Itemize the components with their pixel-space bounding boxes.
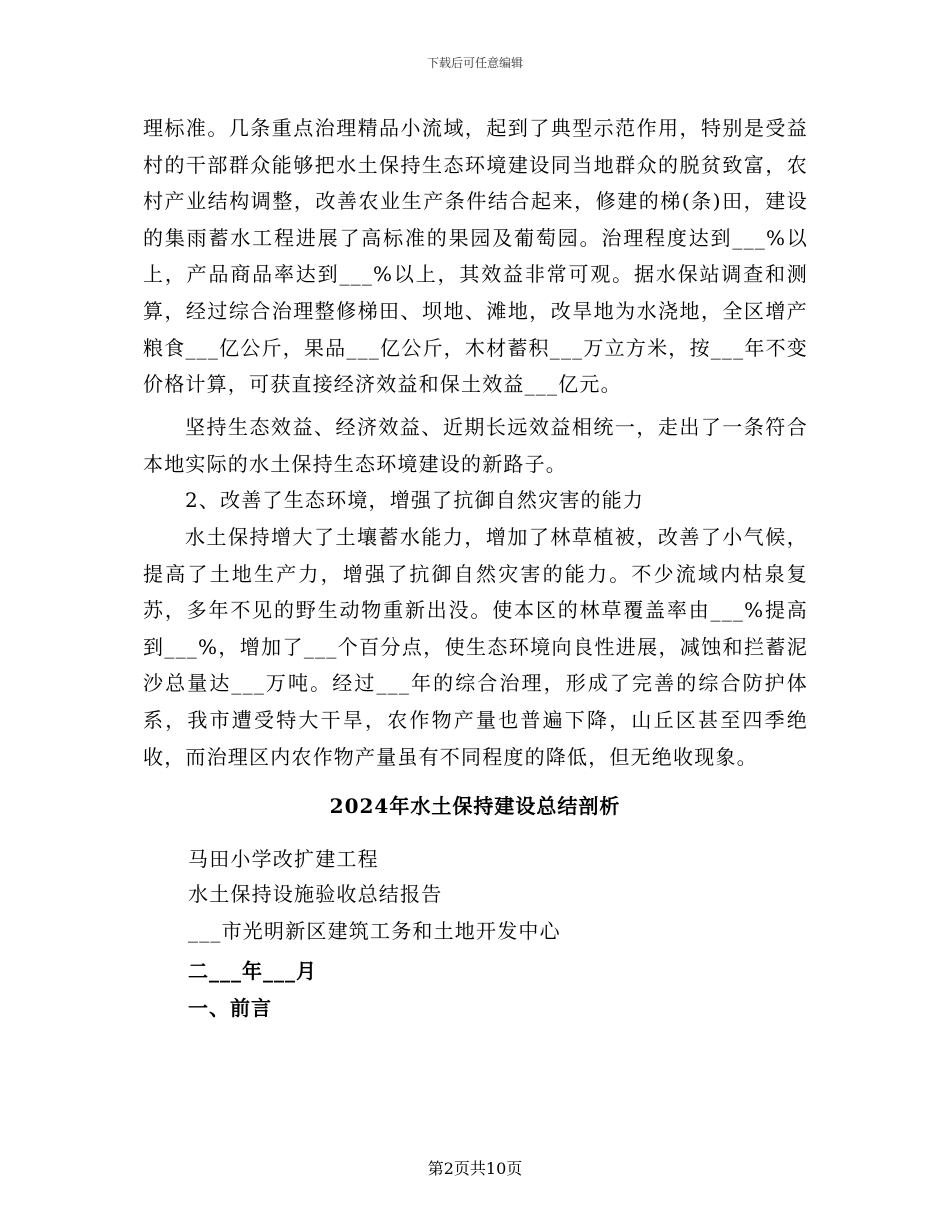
body-paragraph <box>143 110 808 403</box>
body-paragraph <box>143 409 808 482</box>
body-paragraph <box>143 519 808 775</box>
section-subheading <box>143 482 808 519</box>
paragraph-text: 水土保持增大了土壤蓄水能力，增加了林草植被，改善了小气候，提高了土地生产力，增强了抗御自然灾害的能力。不少流域内枯泉复苏，多年不见的野生动物重新出没。使本区的林草覆盖率由___%提高到___%，增加了___个百分点，使生态环境向良性进展，减蚀和拦蓄泥沙总量达___万吨。经过___年的综合治理，形成了完善的综合防护体系，我市遭受特大干旱，农作物产量也普遍下降，山丘区甚至四季绝收，而治理区内农作物产量虽有不同程度的降低，但无绝收现象。 <box>143 525 808 769</box>
organization-name: ___市光明新区建筑工务和土地开发中心 <box>188 919 561 943</box>
project-name: 马田小学改扩建工程 <box>188 847 379 871</box>
subheading-text: 2、改善了生态环境，增强了抗御自然灾害的能力 <box>185 488 645 512</box>
date-line: 二___年___月 <box>188 959 317 983</box>
paragraph-text: 理标准。几条重点治理精品小流域，起到了典型示范作用，特别是受益村的干部群众能够把水土保持生态环境建设同当地群众的脱贫致富，农村产业结构调整，改善农业生产条件结合起来，修建的梯(条)田，建设的集雨蓄水工程进展了高标准的果园及葡萄园。治理程度达到___%以上，产品商品率达到___%以上，其效益非常可观。据水保站调查和测算，经过综合治理整修梯田、坝地、滩地，改旱地为水浇地，全区增产粮食___亿公斤，果品___亿公斤，木材蓄积___万立方米，按___年不变价格计算，可获直接经济效益和保土效益___亿元。 <box>143 116 808 397</box>
paragraph-text: 坚持生态效益、经济效益、近期长远效益相统一，走出了一条符合本地实际的水土保持生态环境建设的新路子。 <box>143 415 808 476</box>
document-title: 2024年水土保持建设总结剖析 <box>329 794 621 818</box>
section-heading-preface: 一、前言 <box>188 996 272 1020</box>
report-name: 水土保持设施验收总结报告 <box>188 882 443 906</box>
page-header-note: 下载后可任意编辑 <box>426 56 523 70</box>
page-footer: 第2页共10页 <box>427 1159 523 1178</box>
